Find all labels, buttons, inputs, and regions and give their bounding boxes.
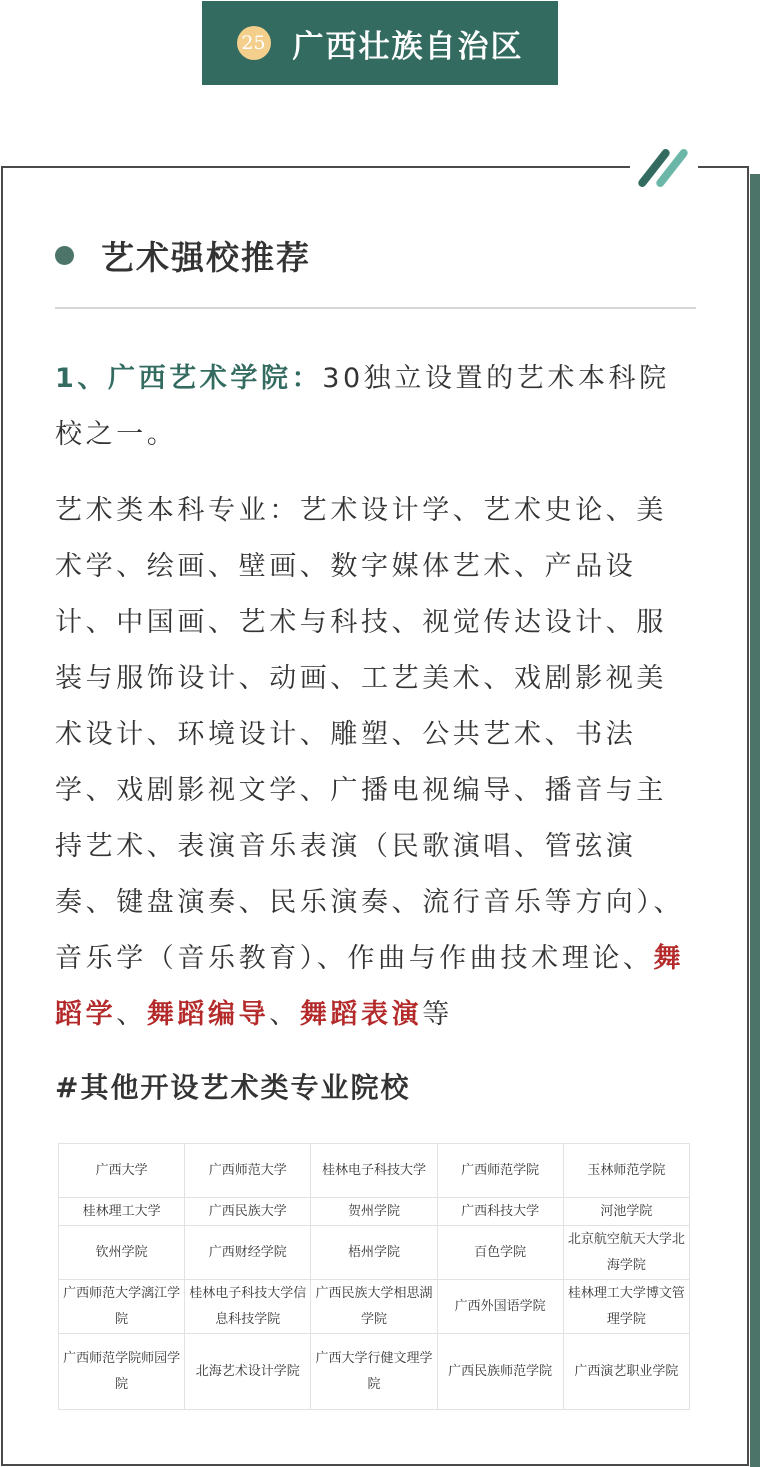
table-cell: 广西财经学院 xyxy=(185,1226,311,1280)
table-cell: 广西外国语学院 xyxy=(437,1280,563,1334)
region-number-badge: 25 xyxy=(237,26,271,60)
table-cell: 广西民族大学相思湖学院 xyxy=(311,1280,437,1334)
table-cell: 广西师范大学 xyxy=(185,1144,311,1198)
table-cell: 广西演艺职业学院 xyxy=(563,1334,689,1410)
table-cell: 北海艺术设计学院 xyxy=(185,1334,311,1410)
table-cell: 广西师范学院师园学院 xyxy=(59,1334,185,1410)
majors-tail: 等 xyxy=(422,999,453,1030)
school-description: 30独立设置的艺术本科院校之一。 xyxy=(55,363,670,450)
school-name: 1、广西艺术学院： xyxy=(55,363,323,394)
table-row xyxy=(59,1280,690,1334)
table-cell: 北京航空航天大学北海学院 xyxy=(563,1226,689,1280)
table-cell: 广西科技大学 xyxy=(437,1198,563,1226)
table-cell: 桂林理工大学博文管理学院 xyxy=(563,1280,689,1334)
separator: 、 xyxy=(116,999,147,1030)
major-dance-performance: 舞蹈表演 xyxy=(299,999,423,1030)
section-heading xyxy=(55,232,311,279)
table-cell: 广西民族师范学院 xyxy=(437,1334,563,1410)
table-cell: 玉林师范学院 xyxy=(563,1144,689,1198)
table-cell: 梧州学院 xyxy=(311,1226,437,1280)
majors-text: 艺术类本科专业：艺术设计学、艺术史论、美术学、绘画、壁画、数字媒体艺术、产品设计、中国画、艺术与科技、视觉传达设计、服装与服饰设计、动画、工艺美术、戏剧影视美术设计、环境设计、雕塑、公共艺术、书法学、戏剧影视文学、广播电视编导、播音与主持艺术、表演音乐表演（民歌演唱、管弦演奏、键盘演奏、民乐演奏、流行音乐等方向）、音乐学（音乐教育）、作曲与作曲技术理论、 xyxy=(55,495,685,974)
bullet-dot-icon xyxy=(55,246,74,265)
table-cell: 桂林电子科技大学 xyxy=(311,1144,437,1198)
section-title: 艺术强校推荐 xyxy=(101,238,311,277)
table-cell: 河池学院 xyxy=(563,1198,689,1226)
table-cell: 百色学院 xyxy=(437,1226,563,1280)
table-row xyxy=(59,1226,690,1280)
table-cell: 广西大学 xyxy=(59,1144,185,1198)
table-cell: 桂林理工大学 xyxy=(59,1198,185,1226)
region-banner xyxy=(202,1,558,85)
card-shadow xyxy=(750,174,760,1467)
table-cell: 钦州学院 xyxy=(59,1226,185,1280)
table-cell: 桂林电子科技大学信息科技学院 xyxy=(185,1280,311,1334)
table-row xyxy=(59,1198,690,1226)
table-row xyxy=(59,1334,690,1410)
table-cell: 广西师范学院 xyxy=(437,1144,563,1198)
region-title: 广西壮族自治区 xyxy=(292,28,524,65)
table-cell: 广西大学行健文理学院 xyxy=(311,1334,437,1410)
school-intro xyxy=(55,351,695,463)
table-cell: 广西民族大学 xyxy=(185,1198,311,1226)
major-choreography: 舞蹈编导 xyxy=(146,999,270,1030)
table-cell: 广西师范大学漓江学院 xyxy=(59,1280,185,1334)
table-cell: 贺州学院 xyxy=(311,1198,437,1226)
divider xyxy=(55,307,696,309)
schools-table xyxy=(58,1143,690,1410)
majors-paragraph xyxy=(55,483,695,1043)
major-dance: 舞蹈学 xyxy=(55,943,685,1030)
other-schools-title: #其他开设艺术类专业院校 xyxy=(55,1071,411,1104)
table-row xyxy=(59,1144,690,1198)
separator: 、 xyxy=(269,999,300,1030)
